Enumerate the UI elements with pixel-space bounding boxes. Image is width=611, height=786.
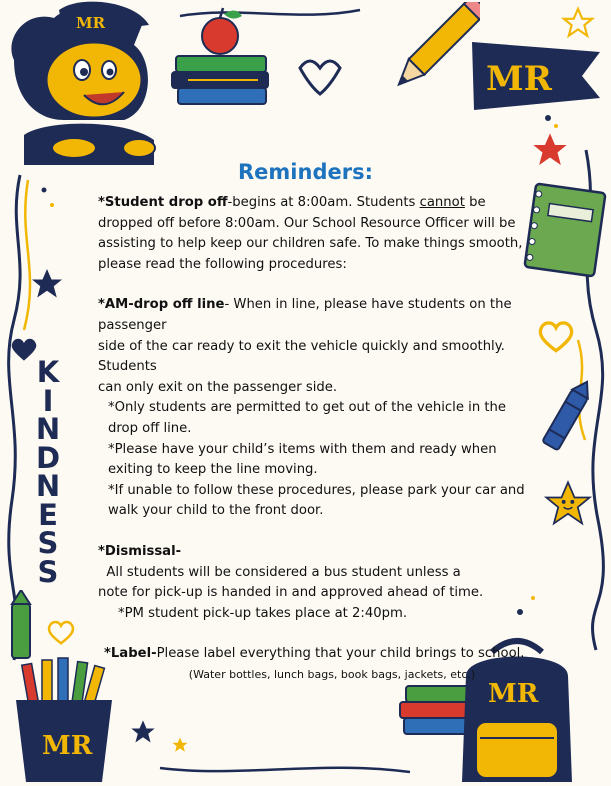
drop-off-line: dropped off before 8:00am. Our School Resource Officer will be	[98, 215, 516, 231]
am-bullet-line: *Please have your child’s items with them and ready when	[108, 441, 497, 457]
navy-star-icon	[28, 266, 66, 302]
am-bullet-line: exiting to keep the line moving.	[108, 462, 318, 478]
cup-logo-text: MR	[42, 731, 93, 761]
label-heading: *Label-	[104, 646, 157, 662]
green-crayon-icon	[4, 590, 38, 660]
am-line-text: can only exit on the passenger side.	[98, 379, 338, 395]
yellow-heart-icon	[46, 618, 76, 646]
am-line-text: - When in line, please have students on the	[224, 297, 512, 313]
mascot-horse-icon	[4, 0, 164, 165]
notebook-icon	[520, 180, 610, 280]
star-outline-icon	[560, 6, 596, 40]
backpack-logo-text: MR	[488, 679, 539, 709]
am-line-text: side of the car ready to exit the vehicle quickly and smoothly.	[98, 338, 505, 354]
heart-outline-icon	[536, 318, 576, 354]
small-navy-star-icon	[128, 718, 158, 746]
dismissal-section	[98, 542, 530, 624]
am-bullet-line: drop off line.	[108, 420, 192, 436]
am-bullet-line: *Only students are permitted to get out of the vehicle in the	[108, 400, 507, 416]
kindness-letter: S	[37, 554, 59, 589]
pencil-icon	[380, 2, 480, 102]
drop-off-section	[98, 193, 530, 275]
drop-off-line: please read the following procedures:	[98, 256, 347, 272]
crayon-icon	[540, 380, 590, 460]
dismissal-text: *PM student pick-up takes place at 2:40pm.	[118, 605, 408, 621]
kindness-letter: K	[36, 355, 60, 389]
mr-pennant-icon	[470, 38, 605, 113]
kindness-letter: N	[35, 469, 61, 503]
small-gold-star-icon	[170, 736, 190, 754]
cannot-emphasis: cannot	[419, 195, 465, 210]
smiling-star-icon	[540, 478, 596, 530]
dismissal-text: All students will be considered a bus student unless a	[98, 564, 461, 580]
am-drop-off-heading: *AM-drop off line	[98, 297, 225, 313]
am-line-text: passenger	[98, 317, 167, 333]
books-apple-icon	[168, 6, 273, 116]
kindness-letter: I	[42, 383, 54, 418]
am-line-text: Students	[98, 359, 157, 375]
mascot-cap-logo: MR	[76, 14, 106, 32]
am-drop-off-section	[98, 295, 530, 522]
drop-off-line: assisting to help keep our children safe. To make things smooth,	[98, 236, 523, 252]
am-bullet-line: walk your child to the front door.	[108, 503, 324, 519]
label-section	[98, 644, 530, 685]
dismissal-heading: *Dismissal-	[98, 543, 182, 559]
kindness-letter: S	[37, 526, 59, 560]
page-title: Reminders:	[238, 160, 373, 184]
drop-off-line1-rest: be	[464, 195, 486, 210]
drop-off-heading: *Student drop off	[98, 195, 228, 210]
dismissal-text: note for pick-up is handed in and approved ahead of time.	[98, 585, 484, 601]
kindness-letter: E	[38, 497, 58, 532]
am-bullet-line: *If unable to follow these procedures, please park your car and	[108, 482, 525, 498]
pennant-logo-text: MR	[486, 59, 552, 99]
label-examples: (Water bottles, lunch bags, book bags, jackets, etc.)	[188, 667, 476, 681]
kindness-vertical-text	[30, 355, 66, 589]
drop-off-intro: -begins at 8:00am. Students	[227, 195, 420, 210]
kindness-letter: N	[35, 412, 61, 446]
reminders-body	[98, 193, 530, 685]
kindness-letter: D	[35, 440, 61, 475]
label-text: Please label everything that your child brings to school.	[156, 646, 525, 662]
